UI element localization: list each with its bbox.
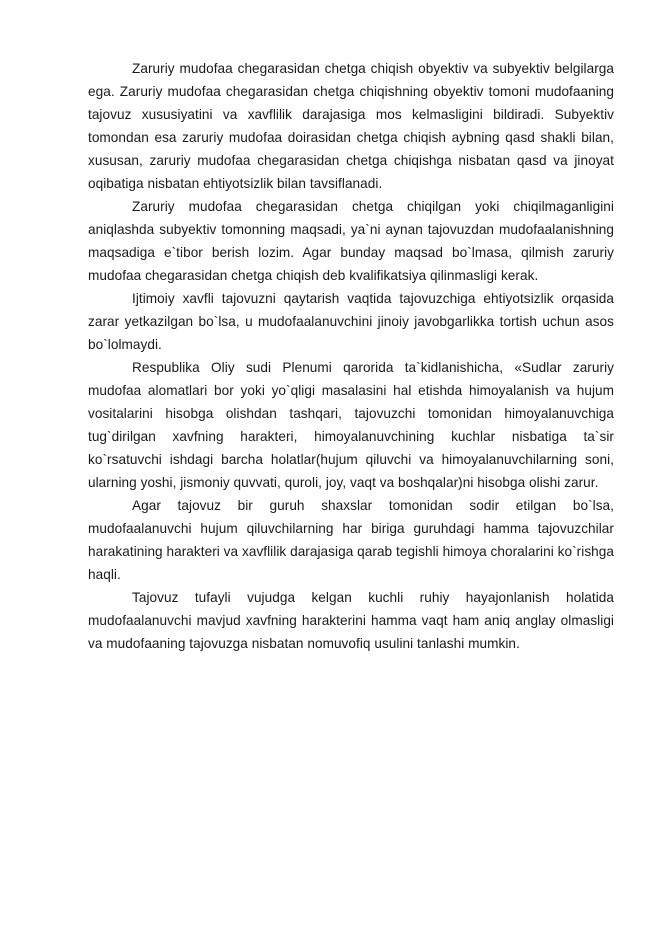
paragraph: Respublika Oliy sudi Plenumi qarorida ta`kidlanishicha, «Sudlar zaruriy mudofaa alomatlari bor yoki yo`qligi masalasini hal etishda himoyalanish va hujum vositalarini hisobga olishdan tashqari, tajovuzchi tomonidan himoyalanuvchiga tug`dirilgan xavfning harakteri, himoyalanuvchining kuchlar nisbatiga ta`sir ko`rsatuvchi ishdagi barcha holatlar(hujum qiluvchi va himoyalanuvchilarning soni, ularning yoshi, jismoniy quvvati, quroli, joy, vaqt va boshqalar)ni hisobga olishi zarur. bbox=[88, 360, 614, 490]
document-body bbox=[88, 57, 614, 655]
paragraph: Tajovuz tufayli vujudga kelgan kuchli ruhiy hayajonlanish holatida mudofaalanuvchi mavjud xavfning harakterini hamma vaqt ham aniq anglay olmasligi va mudofaaning tajovuzga nisbatan nomuvofiq usulini tanlashi mumkin. bbox=[88, 590, 614, 651]
paragraph: Zaruriy mudofaa chegarasidan chetga chiqilgan yoki chiqilmaganligini aniqlashda subyektiv tomonning maqsadi, ya`ni aynan tajovuzdan mudofaalanishning maqsadiga e`tibor berish lozim. Agar bunday maqsad bo`lmasa, qilmish zaruriy mudofaa chegarasidan chetga chiqish deb kvalifikatsiya qilinmasligi kerak. bbox=[88, 199, 614, 283]
paragraph: Agar tajovuz bir guruh shaxslar tomonidan sodir etilgan bo`lsa, mudofaalanuvchi hujum qiluvchilarning har biriga guruhdagi hamma tajovuzchilar harakatining harakteri va xavflilik darajasiga qarab tegishli himoya choralarini ko`rishga haqli. bbox=[88, 498, 614, 582]
paragraph: Zaruriy mudofaa chegarasidan chetga chiqish obyektiv va subyektiv belgilarga ega. Zaruriy mudofaa chegarasidan chetga chiqishning obyektiv tomoni mudofaaning tajovuz xususiyatini va xavflilik darajasiga mos kelmasligini bildiradi. Subyektiv tomondan esa zaruriy mudofaa doirasidan chetga chiqish aybning qasd shakli bilan, xususan, zaruriy mudofaa chegarasidan chetga chiqishga nisbatan qasd va jinoyat oqibatiga nisbatan ehtiyotsizlik bilan tavsiflanadi. bbox=[88, 61, 614, 191]
paragraph: Ijtimoiy xavfli tajovuzni qaytarish vaqtida tajovuzchiga ehtiyotsizlik orqasida zarar yetkazilgan bo`lsa, u mudofaalanuvchini jinoiy javobgarlikka tortish uchun asos bo`lolmaydi. bbox=[88, 291, 614, 352]
